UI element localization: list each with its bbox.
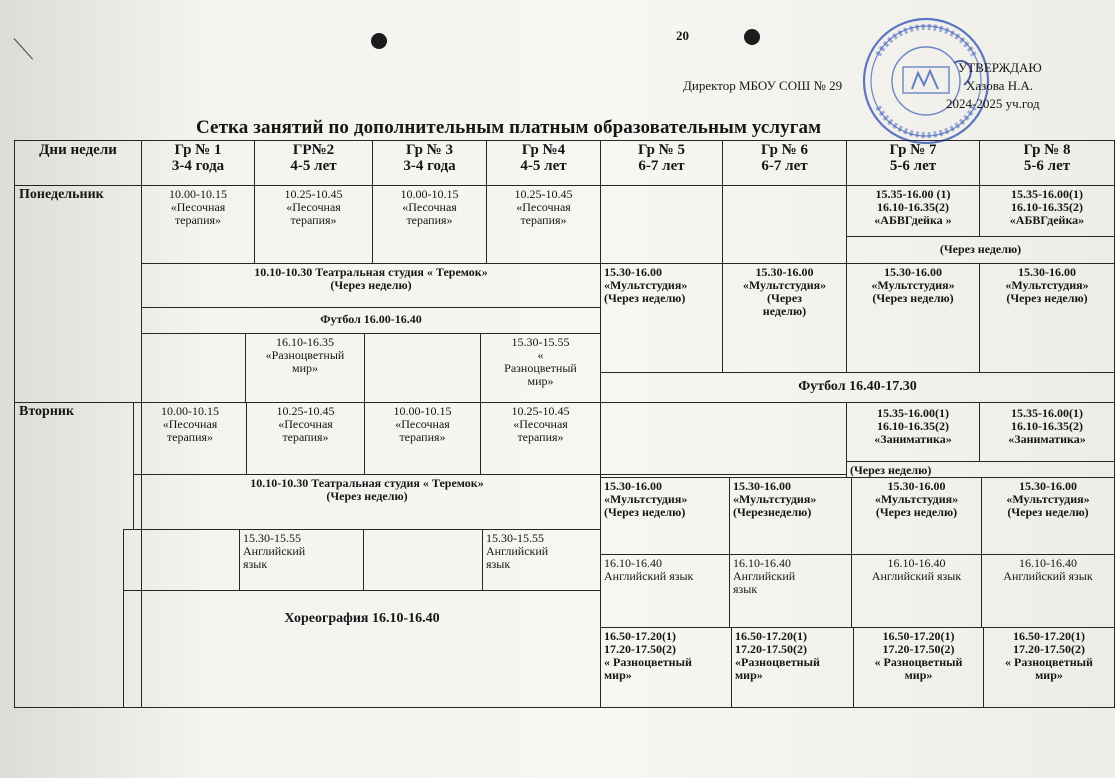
column-header: Гр № 5 6-7 лет <box>600 140 723 186</box>
empty-cell <box>364 333 481 403</box>
lesson-cell: 16.10-16.40 Английский язык <box>729 554 852 628</box>
lesson-cell: Хореография 16.10-16.40 <box>123 590 601 708</box>
lesson-cell: 16.10-16.40 Английский язык <box>981 554 1115 628</box>
punch-hole-icon <box>371 33 387 49</box>
lesson-cell: 16.50-17.20(1) 17.20-17.50(2) « Разноцветный мир» <box>853 627 984 708</box>
approval-label: УТВЕРЖДАЮ <box>958 60 1042 75</box>
lesson-cell: 16.10-16.40 Английский язык <box>600 554 730 628</box>
lesson-cell: 16.50-17.20(1) 17.20-17.50(2) « Разноцветный мир» <box>983 627 1115 708</box>
punch-hole-icon <box>744 29 760 45</box>
lesson-cell: 16.50-17.20(1) 17.20-17.50(2) « Разноцветный мир» <box>600 627 732 708</box>
school-year: 2024-2025 уч.год <box>946 96 1040 111</box>
lesson-cell: 10.10-10.30 Театральная студия « Теремок» (Через неделю) <box>133 474 601 530</box>
empty-cell <box>722 185 847 264</box>
director-name: Хазова Н.А. <box>966 78 1033 93</box>
column-header: Гр №4 4-5 лет <box>486 140 601 186</box>
column-header: Гр № 3 3-4 года <box>372 140 487 186</box>
empty-cell <box>600 185 723 264</box>
lesson-cell: Футбол 16.00-16.40 <box>141 307 601 334</box>
schedule-note: (Через неделю) <box>846 461 1115 478</box>
page-number: 20 <box>676 28 689 43</box>
lesson-cell: 15.35-16.00(1) 16.10-16.35(2) «АБВГдейка» <box>979 185 1115 237</box>
column-header: Дни недели <box>14 140 142 186</box>
director-title: Директор МБОУ СОШ № 29 <box>683 78 843 93</box>
lesson-cell: 10.25-10.45 «Песочная терапия» <box>254 185 373 264</box>
lesson-cell: 15.30-16.00 «Мультстудия» (Через неделю) <box>979 263 1115 373</box>
lesson-cell: 15.30-16.00 «Мультстудия» (Черезнеделю) <box>729 477 852 555</box>
column-header: Гр № 1 3-4 года <box>141 140 255 186</box>
lesson-cell: 15.35-16.00(1) 16.10-16.35(2) «Заниматика» <box>979 402 1115 462</box>
lesson-cell: 15.30-15.55 Английский язык <box>482 529 601 591</box>
lesson-cell: 10.00-10.15 «Песочная терапия» <box>133 402 247 475</box>
lesson-cell: 16.50-17.20(1) 17.20-17.50(2) «Разноцветный мир» <box>731 627 854 708</box>
lesson-cell: 15.30-15.55 Английский язык <box>239 529 364 591</box>
lesson-cell: 15.30-16.00 «Мультстудия» (Через неделю) <box>846 263 980 373</box>
lesson-cell: 15.30-16.00 «Мультстудия» (Через неделю) <box>981 477 1115 555</box>
schedule-note: (Через неделю) <box>846 236 1115 264</box>
lesson-cell: 15.30-16.00 «Мультстудия» (Через неделю) <box>722 263 847 373</box>
lesson-cell: 15.35-16.00(1) 16.10-16.35(2) «Заниматика» <box>846 402 980 462</box>
lesson-cell: 15.30-15.55 « Разноцветный мир» <box>480 333 601 403</box>
lesson-cell: 16.10-16.35 «Разноцветный мир» <box>245 333 365 403</box>
pen-mark <box>14 38 33 59</box>
column-header: Гр № 6 6-7 лет <box>722 140 847 186</box>
lesson-cell: 15.35-16.00 (1) 16.10-16.35(2) «АБВГдейка » <box>846 185 980 237</box>
empty-cell <box>141 333 246 403</box>
lesson-cell: Футбол 16.40-17.30 <box>600 372 1115 403</box>
page-title: Сетка занятий по дополнительным платным образовательным услугам <box>196 117 822 138</box>
column-header: Гр № 7 5-6 лет <box>846 140 980 186</box>
empty-cell <box>600 402 847 475</box>
lesson-cell: 10.10-10.30 Театральная студия « Теремок» (Через неделю) <box>141 263 601 308</box>
lesson-cell: 10.00-10.15 «Песочная терапия» <box>364 402 481 475</box>
lesson-cell: 10.25-10.45 «Песочная терапия» <box>486 185 601 264</box>
day-monday: Понедельник <box>14 185 142 403</box>
lesson-cell: 10.25-10.45 «Песочная терапия» <box>480 402 601 475</box>
day-tuesday: Вторник <box>14 402 142 708</box>
lesson-cell: 16.10-16.40 Английский язык <box>851 554 982 628</box>
lesson-cell: 15.30-16.00 «Мультстудия» (Через неделю) <box>600 477 730 555</box>
lesson-cell: 15.30-16.00 «Мультстудия» (Через неделю) <box>600 263 723 373</box>
lesson-cell: 10.00-10.15 «Песочная терапия» <box>141 185 255 264</box>
empty-cell <box>363 529 483 591</box>
column-header: Гр № 8 5-6 лет <box>979 140 1115 186</box>
lesson-cell: 10.00-10.15 «Песочная терапия» <box>372 185 487 264</box>
lesson-cell: 15.30-16.00 «Мультстудия» (Через неделю) <box>851 477 982 555</box>
column-header: ГР№2 4-5 лет <box>254 140 373 186</box>
empty-cell <box>123 529 240 591</box>
lesson-cell: 10.25-10.45 «Песочная терапия» <box>246 402 365 475</box>
